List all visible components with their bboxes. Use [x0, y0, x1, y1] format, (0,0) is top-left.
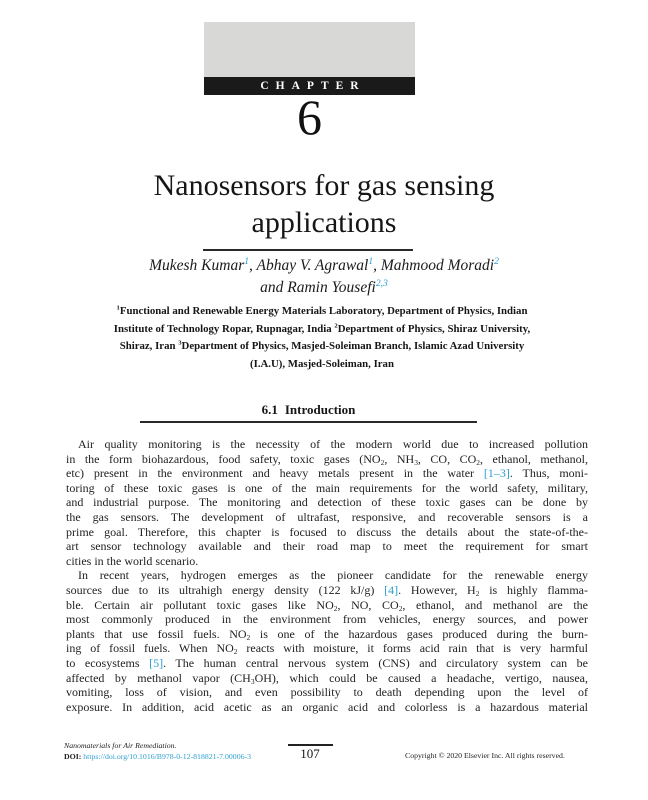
text-segment: . Thus, moni- — [509, 466, 588, 481]
chapter-number: 6 — [297, 89, 322, 145]
chapter-title-line-1: Nanosensors for gas sensing — [153, 169, 495, 202]
text-line — [66, 452, 588, 467]
text-segment: , ethanol, methanol, — [480, 451, 588, 466]
chapter-title — [66, 167, 582, 241]
text-segment: etc) present in the environment and heavy metals present in the water — [66, 466, 484, 481]
text-segment: is one of the hazardous gases produced during the burn- — [250, 626, 588, 641]
text-line — [66, 437, 588, 452]
citation-link[interactable]: [4] — [384, 582, 399, 597]
text-segment: , ethanol, and methanol are the — [402, 597, 588, 612]
chapter-title-line-2: applications — [251, 206, 397, 239]
citation-link[interactable]: [1–3] — [483, 466, 510, 481]
citation-link[interactable]: [5] — [149, 655, 164, 670]
text-segment: Shiraz, Iran — [119, 340, 179, 352]
text-segment: art sensor technology available and their road map to meet the requirement for smart — [66, 539, 588, 554]
text-segment: in the form biohazardous, food safety, toxic gases (NO — [66, 451, 381, 466]
text-line — [66, 481, 588, 496]
text-line — [66, 466, 588, 481]
section-number: 6.1 — [261, 402, 278, 417]
text-segment: Department of Physics, Masjed-Soleiman Branch, Islamic Azad University — [181, 340, 525, 352]
affiliation-marker: 2 — [334, 321, 338, 329]
text-line — [66, 641, 588, 656]
text-segment: toring of these toxic gases is one of the main requirements for the world safety, military, — [66, 480, 588, 495]
text-segment: , NO, CO — [337, 597, 399, 612]
chemical-subscript: 3 — [414, 457, 418, 467]
affiliation-superscript: 1 — [244, 255, 250, 267]
text-segment: to ecosystems — [66, 655, 150, 670]
text-segment: . The human central nervous system (CNS) and circulatory system can be — [163, 655, 588, 670]
chapter-banner — [204, 22, 415, 95]
paragraph-2 — [66, 568, 588, 714]
text-segment: is highly flamma- — [479, 582, 588, 597]
text-line — [64, 303, 580, 321]
text-segment: reacts with moisture, it forms acid rain that is very harmful — [237, 641, 588, 656]
text-segment: , Abhay V. Agrawal — [249, 257, 369, 274]
chapter-banner-gray-box — [204, 22, 415, 77]
text-segment: (I.A.U), Masjed-Soleiman, Iran — [250, 357, 394, 370]
text-segment: ble. Certain air pollutant toxic gases like NO — [66, 597, 334, 612]
title-divider-rule — [203, 249, 413, 251]
text-line — [66, 495, 588, 510]
text-line — [66, 685, 588, 700]
footer-left-block — [64, 741, 251, 762]
text-segment: In recent years, hydrogen emerges as the pioneer candidate for the renewable energy — [78, 568, 588, 583]
chemical-subscript: 2 — [246, 632, 251, 642]
affiliation-marker: 3 — [178, 339, 182, 347]
text-line — [66, 539, 588, 554]
chemical-subscript: 2 — [233, 647, 238, 656]
chemical-subscript: 2 — [476, 457, 480, 467]
chapter-banner-label: CHAPTER — [204, 77, 415, 95]
section-heading — [140, 402, 477, 418]
text-line — [66, 568, 588, 583]
text-line — [64, 321, 580, 339]
text-segment: Mukesh Kumar — [149, 257, 245, 274]
body-text — [66, 437, 588, 714]
text-segment: the gas sensors. The development of ultrafast, responsive, and recoverable sensors is a — [66, 509, 588, 524]
text-segment: plants that use fossil fuels. NO — [66, 626, 247, 641]
text-segment: vomiting, loss of vision, and even possibility to death depending upon the level of — [66, 685, 588, 700]
chemical-subscript: 2 — [333, 603, 338, 613]
section-divider-rule — [140, 421, 477, 423]
text-segment: , Mahmood Moradi — [373, 257, 495, 274]
text-line — [66, 671, 588, 686]
text-line — [66, 525, 588, 540]
text-segment: Functional and Renewable Energy Materials Laboratory, Department of Physics, Indian — [119, 305, 528, 317]
text-segment: exposure. In addition, acid acetic as an organic acid and colorless is a hazardous material — [66, 699, 588, 714]
text-line — [66, 627, 588, 642]
text-segment: and industrial purpose. The monitoring and detection of these toxic gases can be done by — [66, 495, 588, 510]
author-line-1 — [66, 255, 582, 277]
text-segment: ing of fossil fuels. When NO — [66, 641, 234, 656]
text-line — [64, 356, 580, 374]
page-number: 107 — [300, 746, 320, 761]
text-line — [66, 554, 588, 569]
chemical-subscript: 2 — [475, 588, 480, 598]
text-segment: affected by methanol vapor (CH — [66, 670, 251, 685]
affiliation-superscript: 1 — [368, 255, 374, 267]
text-line — [66, 583, 588, 598]
affiliation-superscript: 2,3 — [375, 277, 388, 289]
text-segment: . However, H — [398, 582, 476, 597]
footer-book-title: Nanomaterials for Air Remediation. — [64, 741, 177, 750]
chemical-subscript: 2 — [398, 603, 403, 613]
footer-doi-line — [64, 752, 251, 763]
text-line — [64, 338, 580, 356]
paragraph-1 — [66, 437, 588, 568]
footer-copyright: Copyright © 2020 Elsevier Inc. All rights reserved. — [405, 751, 565, 760]
text-segment: Air quality monitoring is the necessity of the modern world due to increased pollution — [78, 437, 588, 451]
doi-label: DOI: — [64, 751, 84, 761]
text-segment: Department of Physics, Shiraz University, — [337, 322, 531, 335]
doi-link[interactable]: https://doi.org/10.1016/B978-0-12-818821-7.00006-3 — [83, 751, 251, 761]
text-segment: prime goal. Therefore, this chapter is focused to discuss the details about the state-of-the- — [66, 524, 588, 539]
author-line-2 — [66, 277, 582, 299]
text-segment: Institute of Technology Ropar, Rupnagar, India — [113, 322, 335, 335]
text-line — [66, 598, 588, 613]
affiliations-block — [64, 303, 580, 373]
author-list — [66, 255, 582, 299]
chemical-subscript: 2 — [380, 457, 385, 467]
text-segment: sources due to its ultrahigh energy density (122 kJ/g) — [66, 582, 385, 597]
text-segment: cities in the world scenario. — [66, 553, 199, 568]
affiliation-marker: 1 — [116, 304, 120, 312]
text-segment: , NH — [384, 451, 415, 466]
text-segment: most commonly produced in the environment from vehicles, energy sources, and power — [66, 612, 588, 627]
text-line — [66, 700, 588, 715]
section-title: Introduction — [284, 402, 356, 417]
affiliation-superscript: 2 — [494, 255, 499, 267]
text-line — [66, 656, 588, 671]
chemical-subscript: 3 — [250, 676, 255, 686]
text-segment: and Ramin Yousefi — [260, 279, 376, 296]
text-line — [66, 510, 588, 525]
text-line — [66, 612, 588, 627]
text-segment: , CO, CO — [417, 451, 477, 466]
text-segment: OH), which could be caused a headache, vertigo, nausea, — [254, 670, 588, 685]
